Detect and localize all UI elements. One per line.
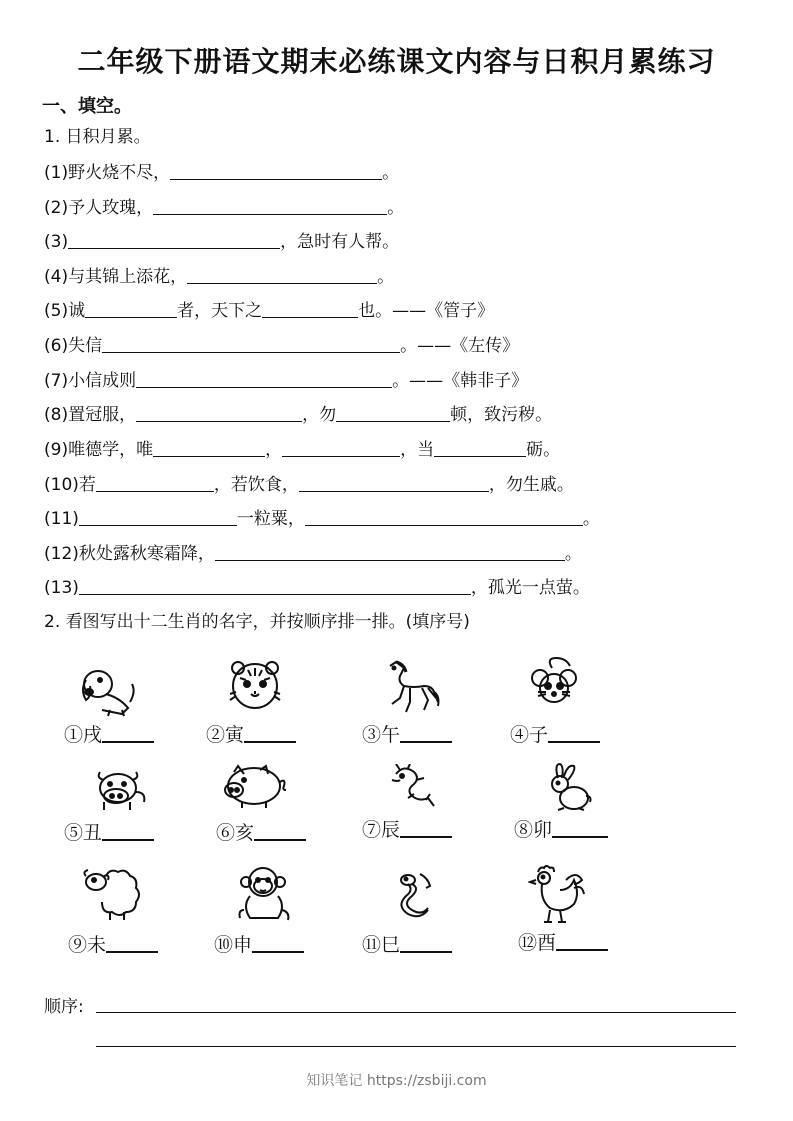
zodiac-label-3: ③午 xyxy=(362,720,452,747)
zodiac-label-9: ⑨未 xyxy=(68,930,158,957)
pig-icon xyxy=(214,764,288,810)
question-heading: 1. 日积月累。 xyxy=(44,127,151,147)
zodiac-label-4: ④子 xyxy=(510,720,600,747)
fill-item-9: (9)唯德学，唯 ， ，当 砺。 xyxy=(44,440,561,460)
fill-item-5: (5)诚 者，天下之 也。——《管子》 xyxy=(44,301,495,321)
answer-blank[interactable] xyxy=(96,475,214,492)
dog-icon xyxy=(76,662,138,718)
fill-item-8: (8)置冠服， ，勿 顿，致污秽。 xyxy=(44,405,553,425)
zodiac-label-12: ⑫酉 xyxy=(518,928,608,955)
answer-blank[interactable] xyxy=(79,578,471,595)
fill-item-7: (7)小信成则 。——《韩非子》 xyxy=(44,371,529,391)
answer-blank[interactable] xyxy=(400,822,452,838)
answer-blank[interactable] xyxy=(254,825,306,841)
horse-icon xyxy=(384,660,442,716)
answer-blank[interactable] xyxy=(170,163,382,180)
rabbit-icon xyxy=(542,762,594,814)
tiger-icon xyxy=(226,658,284,712)
question-heading: 2. 看图写出十二生肖的名字，并按顺序排一排。(填序号) xyxy=(44,612,470,632)
answer-blank[interactable] xyxy=(305,509,583,526)
zodiac-label-8: ⑧卯 xyxy=(514,815,608,842)
answer-blank[interactable] xyxy=(244,727,296,743)
zodiac-label-6: ⑥亥 xyxy=(216,818,306,845)
answer-blank[interactable] xyxy=(552,822,608,838)
footer-watermark: 知识笔记 https://zsbiji.com xyxy=(306,1073,487,1089)
answer-blank[interactable] xyxy=(153,198,387,215)
fill-item-12: (12)秋处露秋寒霜降， 。 xyxy=(44,544,582,564)
answer-blank[interactable] xyxy=(282,440,400,457)
answer-blank[interactable] xyxy=(336,405,450,422)
answer-blank[interactable] xyxy=(68,232,280,249)
answer-blank[interactable] xyxy=(400,937,452,953)
rooster-icon xyxy=(528,864,586,926)
fill-item-6: (6)失信 。——《左传》 xyxy=(44,336,520,356)
answer-blank[interactable] xyxy=(215,544,565,561)
snake-icon xyxy=(396,872,436,920)
zodiac-label-1: ①戌 xyxy=(64,720,154,747)
answer-blank[interactable] xyxy=(548,727,600,743)
fill-item-4: (4)与其锦上添花， 。 xyxy=(44,267,395,287)
zodiac-label-7: ⑦辰 xyxy=(362,815,452,842)
answer-blank[interactable] xyxy=(102,336,400,353)
page-title: 二年级下册语文期末必练课文内容与日积月累练习 xyxy=(77,45,716,78)
ox-icon xyxy=(92,766,148,814)
answer-blank[interactable] xyxy=(299,475,489,492)
answer-blank[interactable] xyxy=(153,440,265,457)
answer-blank[interactable] xyxy=(136,371,392,388)
mouse-icon xyxy=(526,656,582,708)
answer-blank[interactable] xyxy=(102,727,154,743)
answer-blank[interactable] xyxy=(136,405,302,422)
order-answer-line[interactable] xyxy=(96,1046,736,1047)
fill-item-11: (11) 一粒粟， 。 xyxy=(44,509,600,529)
zodiac-label-2: ②寅 xyxy=(206,720,296,747)
answer-blank[interactable] xyxy=(102,825,154,841)
dragon-icon xyxy=(386,764,438,812)
fill-item-1: (1)野火烧不尽， 。 xyxy=(44,163,400,183)
order-answer-line[interactable] xyxy=(96,1012,736,1013)
answer-blank[interactable] xyxy=(434,440,526,457)
fill-item-3: (3) ，急时有人帮。 xyxy=(44,232,400,252)
answer-blank[interactable] xyxy=(187,267,377,284)
answer-blank[interactable] xyxy=(106,937,158,953)
answer-blank[interactable] xyxy=(252,937,304,953)
monkey-icon xyxy=(236,866,292,922)
zodiac-label-5: ⑤丑 xyxy=(64,818,154,845)
zodiac-label-10: ⑩申 xyxy=(214,930,304,957)
fill-item-13: (13) ，孤光一点萤。 xyxy=(44,578,590,598)
section-heading: 一、填空。 xyxy=(42,96,132,117)
sheep-icon xyxy=(82,866,142,922)
fill-item-2: (2)予人玫瑰， 。 xyxy=(44,198,405,218)
order-label: 顺序: xyxy=(44,997,84,1017)
fill-item-10: (10)若 ，若饮食， ，勿生戚。 xyxy=(44,475,574,495)
answer-blank[interactable] xyxy=(262,301,358,318)
answer-blank[interactable] xyxy=(85,301,177,318)
answer-blank[interactable] xyxy=(556,935,608,951)
answer-blank[interactable] xyxy=(400,727,452,743)
zodiac-label-11: ⑪巳 xyxy=(362,930,452,957)
answer-blank[interactable] xyxy=(79,509,237,526)
